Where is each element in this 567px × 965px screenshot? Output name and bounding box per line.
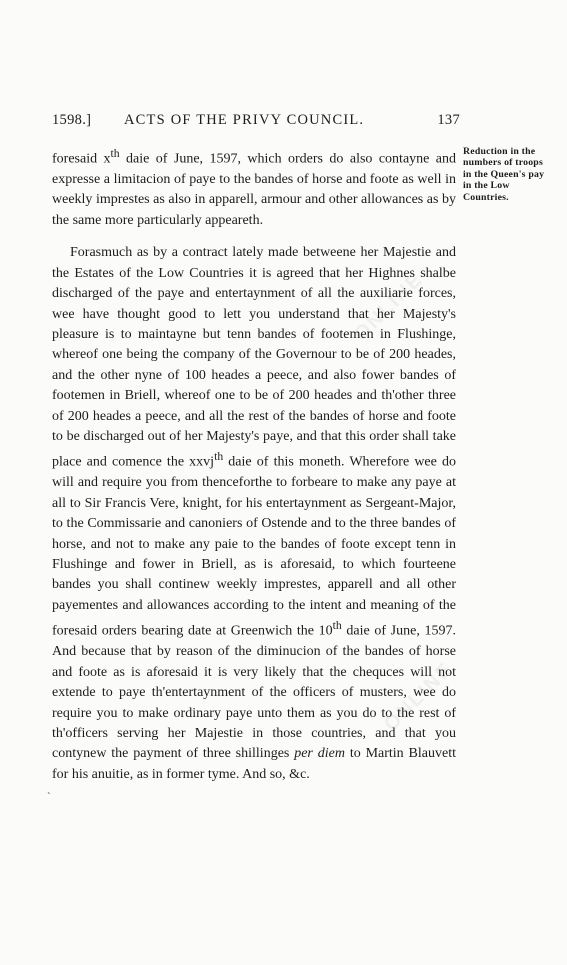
text-run: foresaid x	[52, 151, 111, 167]
text-run: daie of this moneth. Wherefore wee do will and require you from thenceforthe to forbeare to make any paye at all to Sir Francis Vere, knight, for his entertaynment as Sergeant-Major, to the Commissarie and canoniers of Ostende and to the three bandes of horse, and not to make any paie to the bandes of foote except tenn in Flushinge and fower in Briell, as is aforesaid, to which fourteene bandes you shall continew weekly imprestes, apparell and all other payementes and allowances according to the intent and meaning of the foresaid orders bearing date at Greenwich the 10	[52, 455, 457, 639]
header-year: 1598.]	[52, 112, 92, 128]
paragraph-1	[52, 144, 456, 231]
text-run: to Martin Blauvett for his anuitie, as in former tyme. And so, &c.	[52, 746, 456, 782]
margin-note: Reduction in the numbers of troops in the Queen's pay in the Low Countries.	[463, 146, 545, 203]
text-run: daie of June, 1597, which orders do also contayne and expresse a limitacion of paye to the bandes of horse and foote as well in weekly imprestes as also in apparell, armour and other allowances as by the same more particularly appeareth.	[52, 151, 457, 228]
text-run: daie of June, 1597. And because that by reason of the diminucion of the bandes of horse and foote as is aforesaid it is very likely that the chequces will not extende to paye th'entertaynment of the officers of musters, wee do require you to make ordinary paye unto them as you do to the rest of th'officers serving her Majestie in those countries, and that you contynew the payment of three shillinges	[52, 623, 456, 762]
watermark-text: ONLINE	[350, 268, 428, 346]
body-text	[52, 144, 456, 785]
italic-phrase: per diem	[294, 746, 345, 762]
running-header	[52, 112, 460, 136]
watermark-text: ONLINE	[380, 658, 458, 736]
superscript: th	[110, 147, 120, 160]
stray-mark: `	[47, 791, 51, 803]
page-number: 137	[437, 112, 460, 128]
superscript: th	[332, 619, 342, 633]
paragraph-2	[52, 243, 456, 785]
header-title: ACTS OF THE PRIVY COUNCIL.	[124, 112, 365, 128]
superscript: th	[214, 450, 224, 464]
text-run: Forasmuch as by a contract lately made betweene her Majestie and the Estates of the Low Countries it is agreed that her Highnes shalbe discharged of the paye and entertaynment of all the auxiliarie forces, wee have thought good to lett you understand that her Majesty's pleasure is to maintayne but tenn bandes of footemen in Flushinge, whereof one being the company of the Governour to be of 200 heades, and the other nyne of 100 heades a peece, and also fower bandes of footemen in Briell, whereof one to be of 200 heades and th'other three of 200 heades a peece, and all the rest of the bandes of horse and foote to be discharged out of her Majesty's paye, and that this order shall take place and comence the xxvj	[52, 245, 456, 470]
